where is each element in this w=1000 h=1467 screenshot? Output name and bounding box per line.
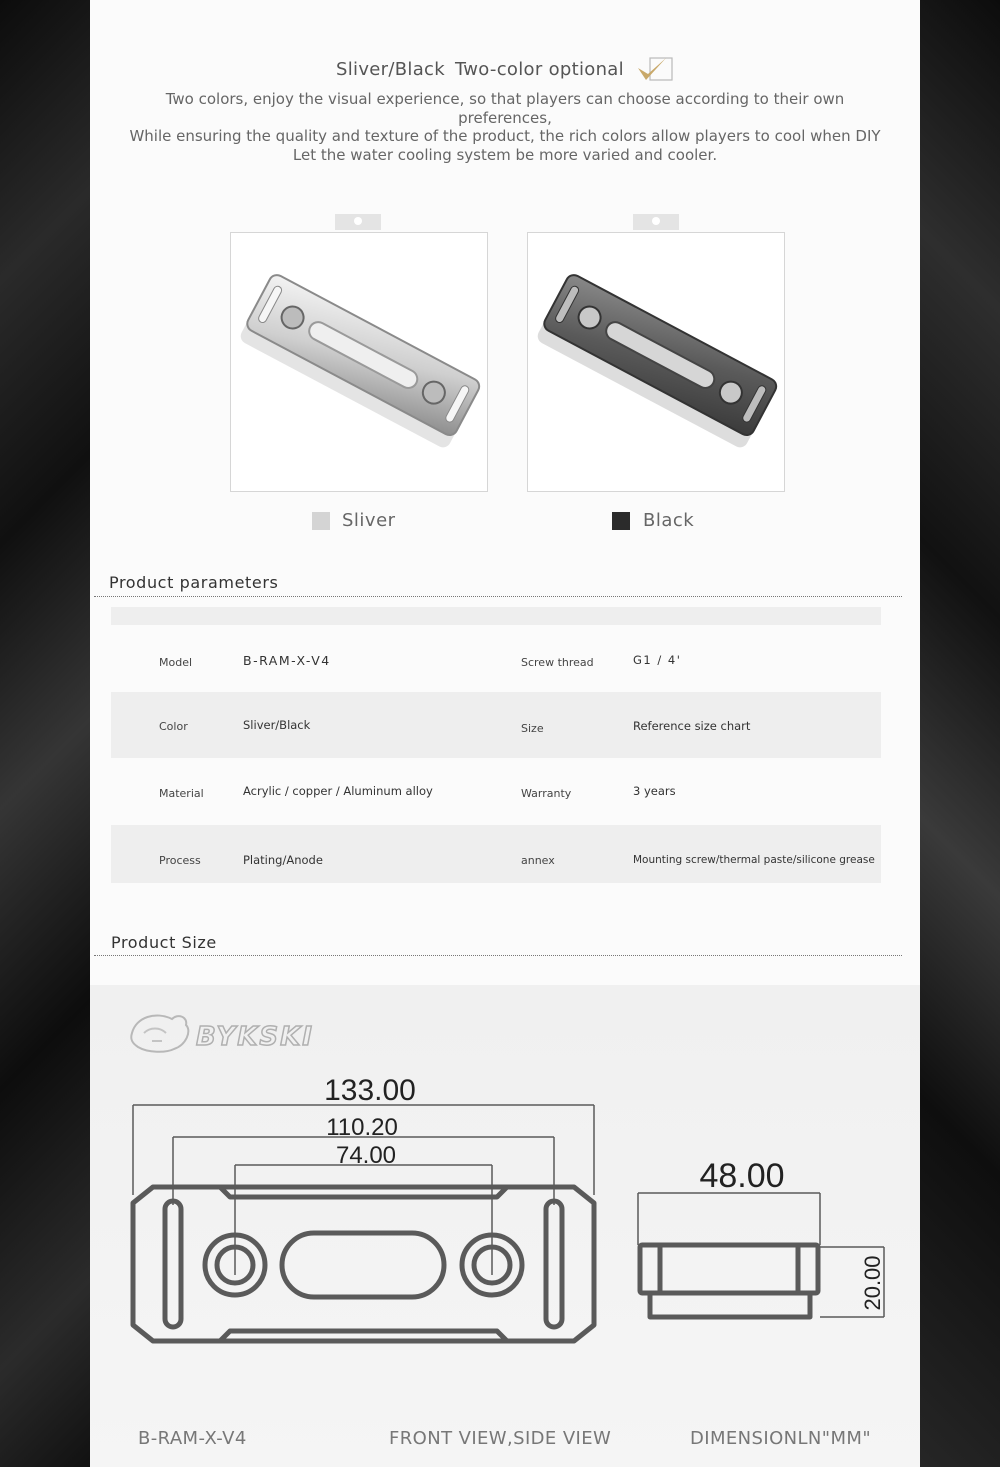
color-headline xyxy=(90,56,920,84)
param-value: Reference size chart xyxy=(633,719,751,733)
description-line-2: preferences, xyxy=(458,109,552,127)
dim-port-span: 74.00 xyxy=(335,1142,397,1169)
silver-swatch[interactable] xyxy=(312,512,330,530)
parameters-table xyxy=(111,607,881,883)
dim-width: 48.00 xyxy=(699,1157,785,1195)
headline-colors: Sliver/Black xyxy=(336,59,445,80)
side-view-drawing xyxy=(630,1155,900,1355)
product-page xyxy=(90,0,920,1467)
table-row xyxy=(111,758,881,825)
param-key: Model xyxy=(159,656,193,669)
silver-block-image xyxy=(231,233,487,491)
param-value: Acrylic / copper / Aluminum alloy xyxy=(243,784,433,798)
size-divider xyxy=(94,955,902,956)
caption-model: B-RAM-X-V4 xyxy=(138,1428,247,1449)
description-line-3: While ensuring the quality and texture of the product, the rich colors allow players to cool when DIY xyxy=(129,127,881,145)
card-tab-silver xyxy=(335,214,381,230)
brand-text: BYKSKI xyxy=(196,1022,314,1052)
param-key: Color xyxy=(159,720,188,733)
description-line-4: Let the water cooling system be more varied and cooler. xyxy=(292,146,718,164)
parameters-title: Product parameters xyxy=(109,573,279,592)
silver-label: Sliver xyxy=(342,510,396,531)
black-product-card[interactable] xyxy=(527,232,785,492)
param-key: annex xyxy=(521,854,555,867)
background-right xyxy=(920,0,1000,1467)
black-block-image xyxy=(528,233,784,491)
silver-product-card[interactable] xyxy=(230,232,488,492)
table-row xyxy=(111,825,881,883)
table-row xyxy=(111,692,881,758)
param-key: Material xyxy=(159,787,204,800)
black-swatch[interactable] xyxy=(612,512,630,530)
size-panel xyxy=(90,985,920,1467)
description-line-1: Two colors, enjoy the visual experience, so that players can choose according to their own xyxy=(165,90,845,108)
param-key: Process xyxy=(159,854,201,867)
dim-overall-length: 133.00 xyxy=(324,1075,416,1107)
param-key: Size xyxy=(521,722,544,735)
dim-height: 20.00 xyxy=(860,1255,885,1311)
param-value: Plating/Anode xyxy=(243,853,323,867)
dim-hole-span: 110.20 xyxy=(326,1114,398,1141)
param-key: Warranty xyxy=(521,787,572,800)
table-row xyxy=(111,625,881,692)
param-value: G1 / 4' xyxy=(633,653,682,667)
checkmark-icon xyxy=(636,56,674,84)
caption-views: FRONT VIEW,SIDE VIEW xyxy=(389,1428,612,1449)
param-value: 3 years xyxy=(633,784,676,798)
background-left xyxy=(0,0,90,1467)
param-key: Screw thread xyxy=(521,656,594,669)
param-value: Mounting screw/thermal paste/silicone grease xyxy=(633,854,875,866)
card-tab-black xyxy=(633,214,679,230)
parameters-divider xyxy=(94,596,902,597)
front-view-drawing xyxy=(120,1075,620,1365)
size-title: Product Size xyxy=(111,933,217,952)
headline-suffix: Two-color optional xyxy=(454,59,624,80)
bykski-logo xyxy=(126,1003,326,1059)
param-value: Sliver/Black xyxy=(243,718,311,732)
caption-unit: DIMENSIONLN"MM" xyxy=(690,1428,872,1449)
param-value: B-RAM-X-V4 xyxy=(243,653,331,668)
black-label: Black xyxy=(643,510,695,531)
table-header-bar xyxy=(111,607,881,625)
